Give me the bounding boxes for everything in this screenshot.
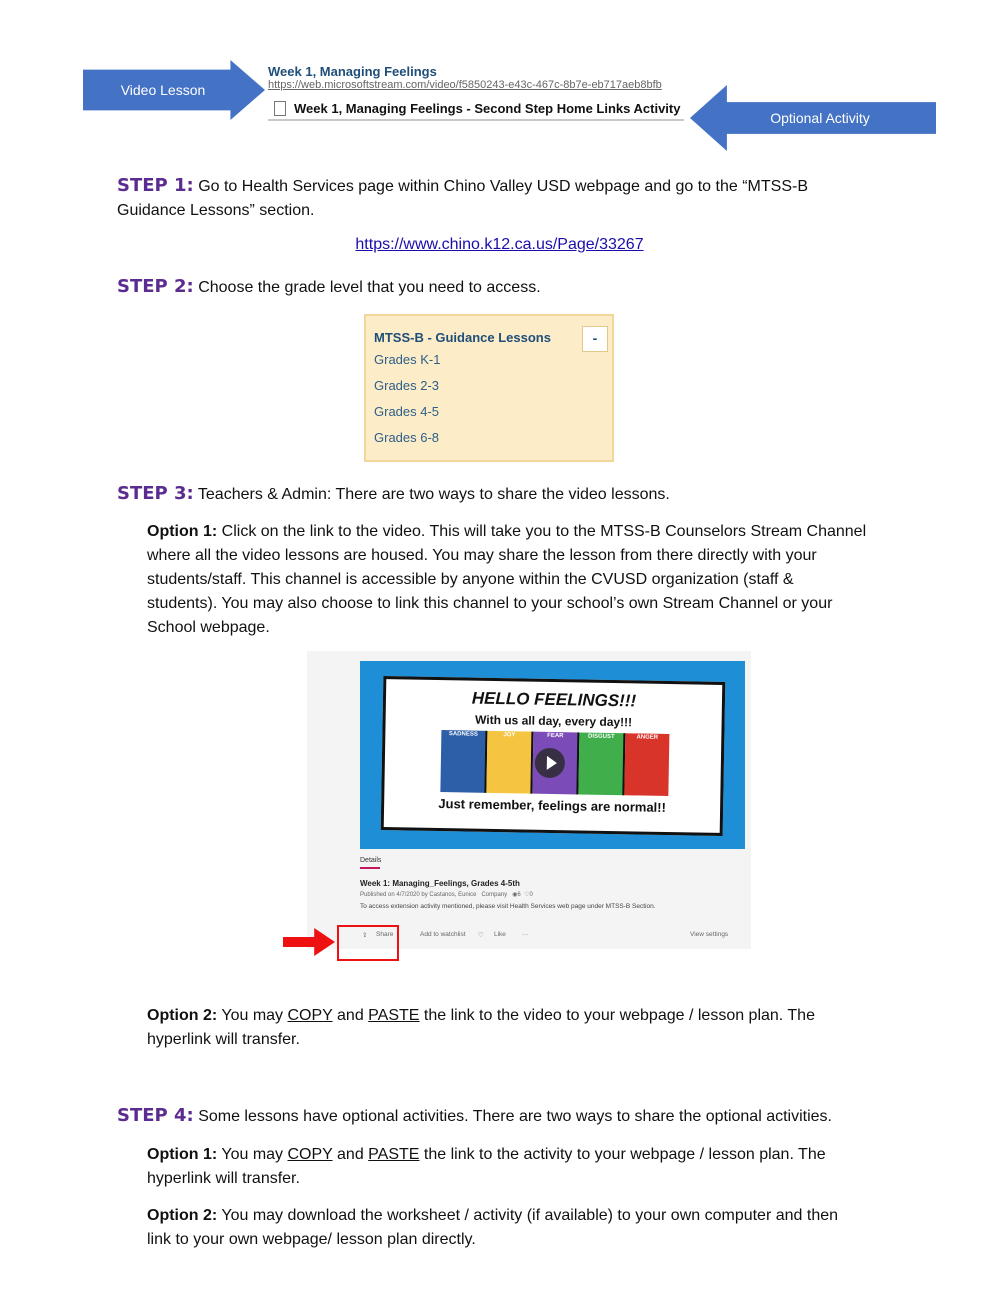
step4-option2-line1: You may download the worksheet / activity (if available) to your own computer and then (221, 1207, 839, 1224)
and-word: and (337, 1007, 364, 1024)
watchlist-button[interactable]: Add to watchlist (420, 931, 466, 938)
step1-paragraph (117, 174, 877, 223)
stream-video-screenshot (307, 651, 751, 949)
character-fear: FEAR (532, 732, 579, 795)
step4-paragraph (117, 1104, 877, 1129)
copy-word: COPY (287, 1146, 333, 1163)
step4-option1-post: the link to the activity to your webpage / lesson plan. The (423, 1146, 826, 1163)
guidance-lessons-title: MTSS-B - Guidance Lessons (374, 330, 551, 345)
step3-option1-line3: students/staff. This channel is accessible by anyone within the CVUSD organization (staff & (147, 571, 794, 588)
grade-link-6-8[interactable]: Grades 6-8 (374, 430, 440, 445)
step3-option2-pre: You may (221, 1007, 284, 1024)
step4-option1-pre: You may (221, 1146, 284, 1163)
share-highlight-box (337, 925, 399, 961)
and-word: and (337, 1146, 364, 1163)
more-button[interactable]: ··· (522, 931, 529, 938)
step3-label: STEP 3: (117, 483, 194, 504)
grade-link-k1[interactable]: Grades K-1 (374, 352, 441, 367)
step3-option1-line1: Click on the link to the video. This will take you to the MTSS-B Counselors Stream Channel (221, 523, 867, 540)
step4-text: Some lessons have optional activities. There are two ways to share the optional activities. (198, 1108, 832, 1125)
share-icon: ⇪ (362, 932, 368, 939)
step4-option1 (147, 1143, 882, 1191)
video-thumbnail-card (381, 676, 726, 836)
stream-link-card (268, 64, 698, 121)
details-tab-underline (360, 867, 380, 869)
step1-text-line2: Guidance Lessons” section. (117, 202, 315, 219)
video-description: To access extension activity mentioned, please visit Health Services web page under MTSS-B Section. (360, 903, 656, 910)
video-published-text: Published on 4/7/2020 by Castanos, Eunice (360, 892, 477, 898)
step3-option1-line5: School webpage. (147, 619, 270, 636)
step3-option2 (147, 1004, 882, 1052)
video-published (360, 891, 745, 898)
activity-link-label: Week 1, Managing Feelings - Second Step Home Links Activity (294, 100, 681, 116)
heart-icon: ♡ (524, 892, 530, 898)
likes-count: 0 (529, 892, 533, 898)
grade-link-2-3[interactable]: Grades 2-3 (374, 378, 440, 393)
step4-option1-line2: hyperlink will transfer. (147, 1170, 300, 1187)
grade-link-4-5[interactable]: Grades 4-5 (374, 404, 440, 419)
character-disgust: DISGUST (578, 732, 625, 795)
views-count: 6 (517, 892, 521, 898)
step2-label: STEP 2: (117, 276, 194, 297)
video-details (360, 857, 745, 910)
step1-text-line1: Go to Health Services page within Chino Valley USD webpage and go to the “MTSS-B (198, 178, 808, 195)
video-player[interactable] (360, 661, 745, 849)
step4-option2-label: Option 2: (147, 1207, 218, 1224)
like-icon: ♡ (478, 932, 484, 939)
step3-paragraph (117, 482, 877, 507)
step3-text: Teachers & Admin: There are two ways to share the video lessons. (197, 486, 670, 503)
activity-link[interactable] (268, 97, 684, 121)
step4-label: STEP 4: (117, 1105, 194, 1126)
step3-option1-label: Option 1: (147, 523, 218, 540)
character-sadness: SADNESS (440, 730, 487, 793)
step3-option1 (147, 520, 882, 640)
step3-option2-post: the link to the video to your webpage / lesson plan. The (423, 1007, 815, 1024)
video-thumbnail-subtitle: With us all day, every day!!! (474, 712, 633, 730)
video-thumbnail-footer: Just remember, feelings are normal!! (438, 796, 667, 815)
step4-option2-line2: link to your own webpage/ lesson plan directly. (147, 1231, 476, 1248)
character-anger: ANGER (624, 733, 669, 796)
video-thumbnail-title: HELLO FEELINGS!!! (471, 688, 637, 711)
step3-option2-label: Option 2: (147, 1007, 218, 1024)
paste-word: PASTE (368, 1146, 420, 1163)
step3-option1-line2: where all the video lessons are housed. You may share the lesson from there directly with your (147, 547, 817, 564)
video-link-title[interactable]: Week 1, Managing Feelings (268, 64, 437, 79)
collapse-toggle-button[interactable]: - (582, 326, 608, 352)
document-icon (274, 101, 286, 116)
step1-label: STEP 1: (117, 175, 194, 196)
health-services-link[interactable]: https://www.chino.k12.ca.us/Page/33267 (355, 236, 644, 253)
optional-activity-label: Optional Activity (770, 110, 870, 126)
step4-option2 (147, 1204, 882, 1252)
step4-option1-label: Option 1: (147, 1146, 218, 1163)
details-tab[interactable]: Details (360, 857, 382, 864)
view-settings-button[interactable]: View settings (690, 931, 729, 938)
paste-word: PASTE (368, 1007, 420, 1024)
video-details-title: Week 1: Managing_Feelings, Grades 4-5th (360, 879, 520, 888)
video-link-url[interactable]: https://web.microsoftstream.com/video/f5850243-e43c-467c-8b7e-eb717aeb8bfb (268, 79, 662, 91)
character-joy: JOY (486, 731, 533, 794)
step3-option2-line2: hyperlink will transfer. (147, 1031, 300, 1048)
guidance-lessons-box (364, 314, 614, 462)
video-lesson-label: Video Lesson (120, 82, 206, 98)
share-button[interactable]: Share (376, 931, 394, 938)
like-button[interactable]: Like (494, 931, 506, 938)
step3-option1-line4: students). You may also choose to link this channel to your school’s own Stream Channel or your (147, 595, 833, 612)
step2-text: Choose the grade level that you need to access. (198, 279, 541, 296)
copy-word: COPY (287, 1007, 333, 1024)
company-label: Company (481, 892, 508, 898)
step2-paragraph (117, 275, 877, 300)
eye-icon: ◉ (512, 892, 518, 898)
